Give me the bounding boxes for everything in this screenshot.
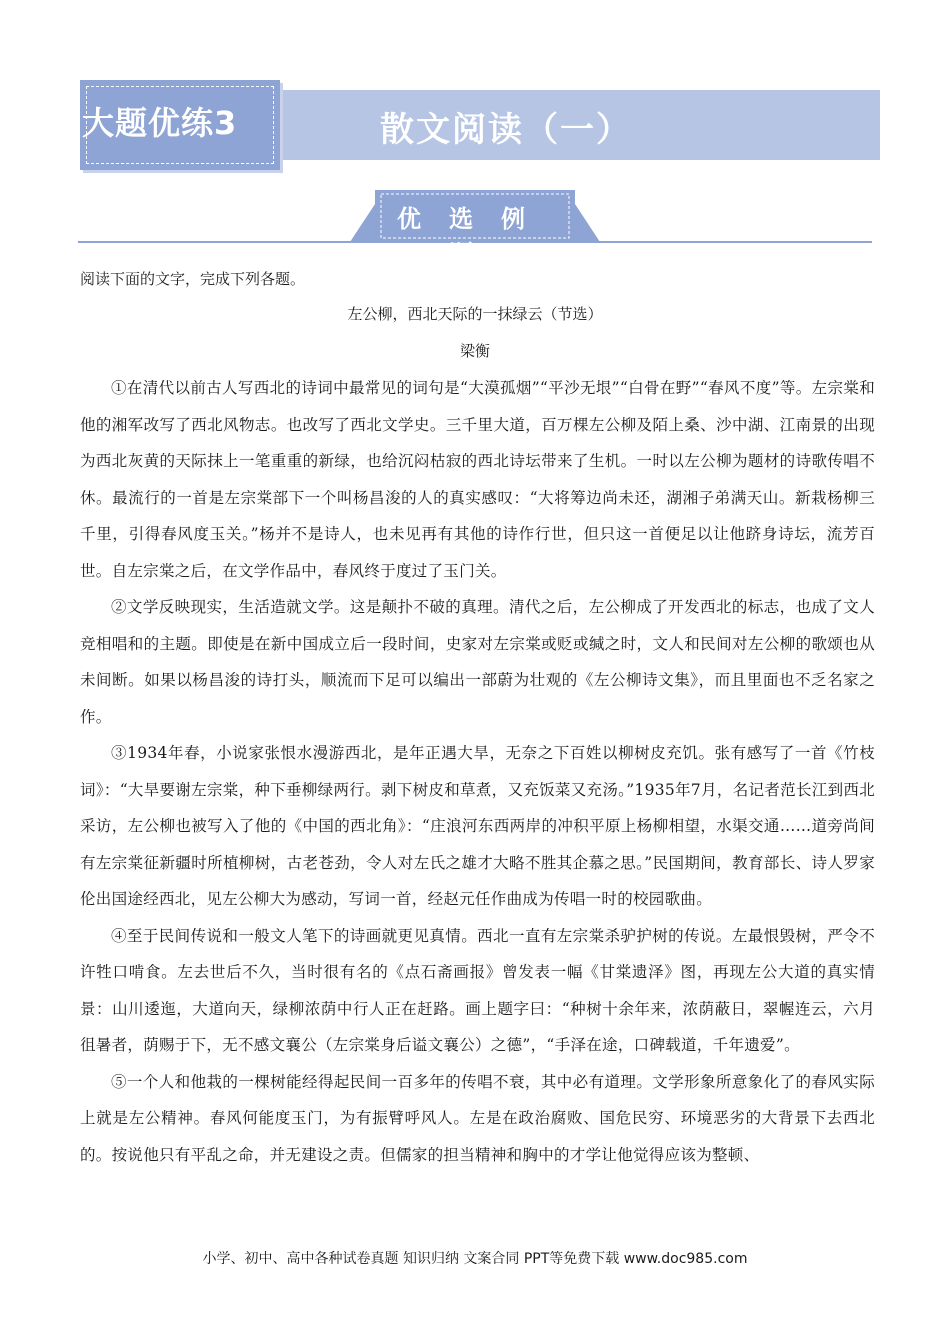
paragraph-4: ④至于民间传说和一般文人笔下的诗画就更见真情。西北一直有左宗棠杀驴护树的传说。左最恨毁树，严令不许牲口啃食。左去世后不久，当时很有名的《点石斋画报》曾发表一幅《甘棠遗泽》图，再现左公大道的真实情景：山川逶迤，大道向天，绿柳浓荫中行人正在赶路。画上题字曰：“种树十余年来，浓荫蔽日，翠幄连云，六月徂暑者，荫赐于下，无不感文襄公（左宗棠身后谥文襄公）之德”，“手泽在途，口碑载道，千年遗爱”。 (80, 926, 875, 1054)
section-label: 优选例题 (397, 205, 553, 268)
paragraph-1: ①在清代以前古人写西北的诗词中最常见的词句是“大漠孤烟”“平沙无垠”“白骨在野”“春风不度”等。左宗棠和他的湘军改写了西北风物志。也改写了西北文学史。三千里大道，百万棵左公柳及陌上桑、沙中湖、江南景的出现为西北灰黄的天际抹上一笔重重的新绿，也给沉闷枯寂的西北诗坛带来了生机。一时以左公柳为题材的诗歌传唱不休。最流行的一首是左宗棠部下一个叫杨昌浚的人的真实感叹：“大将筹边尚未还，湖湘子弟满天山。新栽杨柳三千里，引得春风度玉关。”杨并不是诗人，也未见再有其他的诗作行世，但只这一首便足以让他跻身诗坛，流芳百世。自左宗棠之后，在文学作品中，春风终于度过了玉门关。 (80, 379, 875, 580)
paragraph-3: ③1934年春，小说家张恨水漫游西北，是年正遇大旱，无奈之下百姓以柳树皮充饥。张有感写了一首《竹枝词》：“大旱要谢左宗棠，种下垂柳绿两行。剥下树皮和草煮，又充饭菜又充汤。”1935年7月，名记者范长江到西北采访，左公柳也被写入了他的《中国的西北角》：“庄浪河东西两岸的冲积平原上杨柳相望，水渠交通……道旁尚间有左宗棠征新疆时所植柳树，古老苍劲，令人对左氏之雄才大略不胜其企慕之思。”民国期间，教育部长、诗人罗家伦出国途经西北，见左公柳大为感动，写词一首，经赵元任作曲成为传唱一时的校园歌曲。 (80, 744, 875, 908)
paragraph-2: ②文学反映现实，生活造就文学。这是颠扑不破的真理。清代之后，左公柳成了开发西北的标志，也成了文人竞相唱和的主题。即使是在新中国成立后一段时间，史家对左宗棠或贬或缄之时，文人和民间对左公柳的歌颂也从未间断。如果以杨昌浚的诗打头，顺流而下足可以编出一部蔚为壮观的《左公柳诗文集》，而且里面也不乏名家之作。 (80, 598, 875, 726)
article-author: 梁衡 (459, 342, 490, 360)
header-banner (80, 80, 880, 170)
section-tab (350, 190, 600, 268)
banner-label-box (80, 80, 280, 170)
article-body (80, 370, 875, 1173)
banner-title: 散文阅读（一） (380, 110, 632, 150)
banner-label: 大题优练3 (82, 104, 238, 142)
article-title: 左公柳，西北天际的一抹绿云（节选） (347, 305, 603, 323)
footer-link-text[interactable]: 小学、初中、高中各种试卷真题 知识归纳 文案合同 PPT等免费下载 www.doc985.com (202, 1251, 748, 1267)
paragraph-5: ⑤一个人和他栽的一棵树能经得起民间一百多年的传唱不衰，其中必有道理。文学形象所意象化了的春风实际上就是左公精神。春风何能度玉门，为有振臂呼风人。左是在政治腐败、国危民穷、环境恶劣的大背景下去西北的。按说他只有平乱之命，并无建设之责。但儒家的担当精神和胸中的才学让他觉得应该为整顿、 (80, 1072, 875, 1164)
instructions: 阅读下面的文字，完成下列各题。 (80, 270, 306, 288)
